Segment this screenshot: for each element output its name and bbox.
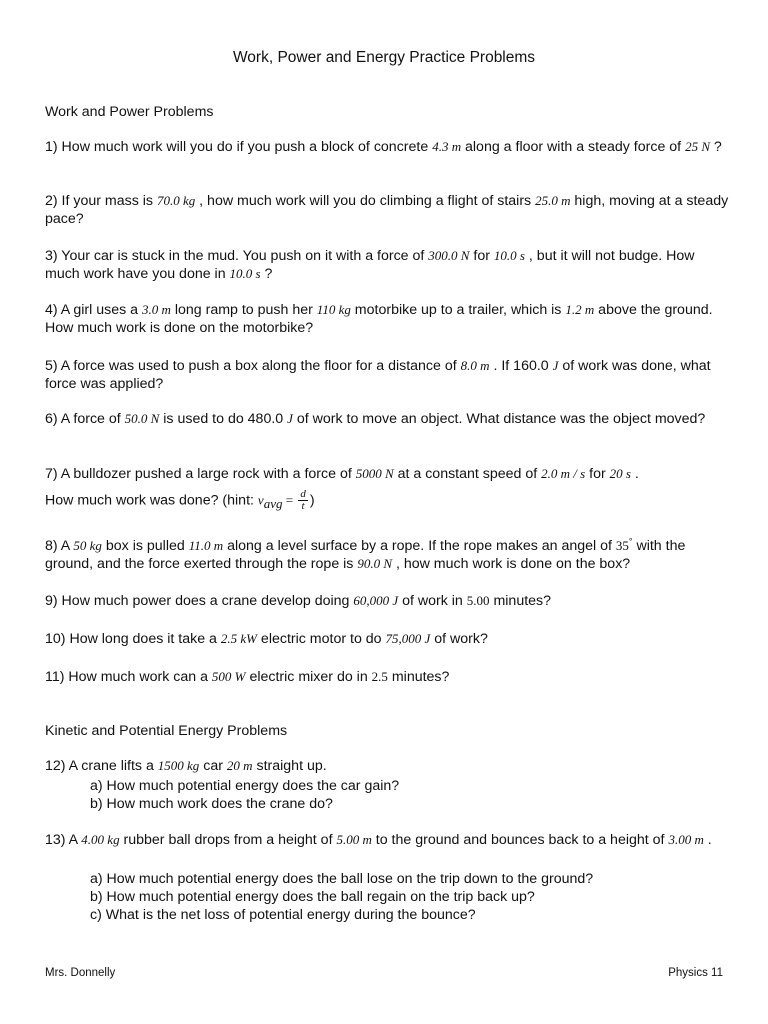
math-subscript: avg [263,496,283,512]
math-value: 3.0 m [142,302,171,317]
page-title: Work, Power and Energy Practice Problems [232,49,536,66]
problem-text: electric motor to do [256,631,386,647]
math-value: 60,000 J [353,593,399,608]
problem-13-part-a: a) How much potential energy does the ball lose on the trip down to the ground? [90,871,594,887]
problem-text: long ramp to push her [170,302,317,318]
problem-text: ? [709,139,722,155]
problem-text: 6) A force of [45,411,125,427]
math-value: 4.00 kg [81,832,120,847]
math-value: 110 kg [316,302,351,317]
problem-text: of work in [398,593,467,609]
problem-text: at a constant speed of [393,466,542,482]
problem-text: ? [260,266,273,282]
problem-text: 3) Your car is stuck in the mud. You push on it with a force of [45,248,429,264]
math-value: 5.00 m [336,832,372,847]
problem-text: ) [309,492,315,509]
math-value: 500 W [211,669,246,684]
problem-text: above the ground. How much work is done on the motorbike? [45,302,713,336]
problem-7 [45,465,731,512]
problem-12-part-a: a) How much potential energy does the car gain? [90,778,400,794]
math-value: 1500 kg [157,758,200,773]
problem-text: high, moving at a steady pace? [45,193,729,227]
problem-text: 11) How much work can a [45,669,212,685]
problem-text: is used to do 480.0 [159,411,288,427]
problem-text: 1) How much work will you do if you push a block of concrete [45,139,433,155]
problem-text: . [630,466,639,482]
problem-text: along a floor with a steady force of [461,139,686,155]
math-value: 300.0 N [428,248,470,263]
problem-text: for [585,466,610,482]
problem-text: . [703,832,712,848]
problem-text: 5) A force was used to push a box along the floor for a distance of [45,358,461,374]
problem-text: 7) A bulldozer pushed a large rock with a force of [45,466,356,482]
hint-fraction [298,489,308,512]
problem-text: 8) A [45,538,74,554]
problem-1 [45,138,731,156]
problem-text: for [469,248,494,264]
fraction-denominator: t [301,500,305,512]
math-value: 10.0 s [493,248,525,263]
problem-text: , how much work will you do climbing a flight of stairs [195,193,536,209]
math-value: 35 [615,538,629,553]
math-value: 8.0 m [460,358,490,373]
problem-text: . If 160.0 [489,358,553,374]
problem-text: 12) A crane lifts a [45,758,158,774]
math-value: 20 m [226,758,253,773]
problem-5 [45,357,731,393]
problem-text: motorbike up to a trailer, which is [350,302,566,318]
problem-text: to the ground and bounces back to a height of [371,832,669,848]
math-value: 11.0 m [188,538,224,553]
problem-text: minutes? [387,669,450,685]
problem-text: of work was done, what force was applied? [45,358,711,392]
section-heading-work-power: Work and Power Problems [45,104,214,120]
math-value: 3.00 m [668,832,704,847]
section-heading-energy: Kinetic and Potential Energy Problems [45,723,288,739]
math-value: 2.5 kW [220,631,257,646]
problem-text: 13) A [45,832,82,848]
footer-author: Mrs. Donnelly [45,967,116,979]
problem-text: 4) A girl uses a [45,302,142,318]
degree-symbol: ° [628,536,633,547]
problem-7-line-1 [45,465,731,483]
problem-text: minutes? [489,593,552,609]
problem-11 [45,668,731,686]
math-value: v [257,492,264,508]
problem-13-part-c: c) What is the net loss of potential energy during the bounce? [90,907,476,923]
problem-13-part-b: b) How much potential energy does the ball regain on the trip back up? [90,889,535,905]
math-operator: = [282,492,297,508]
problem-9 [45,592,731,610]
problem-12 [45,757,731,775]
problem-7-line-2 [45,489,731,512]
problem-text: box is pulled [101,538,189,554]
fraction-numerator: d [300,488,306,500]
math-value: 4.3 m [432,139,462,154]
problem-4 [45,301,731,337]
math-value: 5.00 [466,593,490,608]
problem-text: 9) How much power does a crane develop doing [45,593,354,609]
problem-10 [45,630,731,648]
math-value: 25 N [685,139,710,154]
math-value: 75,000 J [385,631,431,646]
problem-12-part-b: b) How much work does the crane do? [90,796,333,812]
problem-text: 2) If your mass is [45,193,157,209]
math-value: J [287,411,293,426]
math-value: 50.0 N [124,411,160,426]
math-value: 10.0 s [229,266,261,281]
problem-2 [45,192,731,228]
problem-8 [45,537,731,573]
problem-text: car [199,758,227,774]
problem-text: of work? [430,631,488,647]
problem-text: , how much work is done on the box? [392,556,631,572]
math-value: 2.0 m / s [541,466,586,481]
problem-text: straight up. [252,758,327,774]
math-value: 5000 N [355,466,394,481]
problem-13 [45,831,731,849]
math-value: 25.0 m [535,193,571,208]
problem-text: 10) How long does it take a [45,631,221,647]
footer-course: Physics 11 [668,967,723,979]
math-value: 20 s [609,466,631,481]
math-value: 2.5 [371,669,388,684]
problem-text: electric mixer do in [245,669,372,685]
math-value: 90.0 N [357,556,393,571]
math-value: 70.0 kg [156,193,196,208]
problem-text: , but it will not budge. How much work have you done in [45,248,695,282]
math-value: J [552,358,559,373]
problem-text: with the ground, and the force exerted through the rope is [45,538,686,572]
problem-text: along a level surface by a rope. If the rope makes an angel of [223,538,616,554]
math-value: 50 kg [73,538,102,553]
problem-text: of work to move an object. What distance was the object moved? [292,411,706,427]
problem-3 [45,247,731,283]
math-value: 1.2 m [565,302,595,317]
problem-text: How much work was done? (hint: [45,492,258,509]
problem-text: rubber ball drops from a height of [119,832,337,848]
problem-6 [45,410,731,428]
